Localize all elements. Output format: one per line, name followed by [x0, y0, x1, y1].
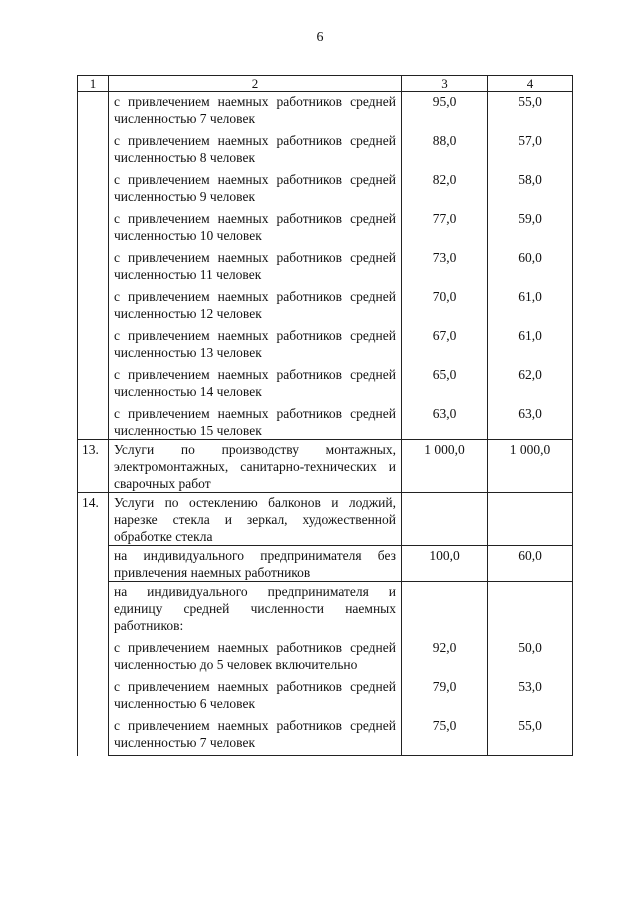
value-col-4: 60,0 — [488, 546, 573, 582]
table-row — [78, 638, 573, 677]
description-text: с привлечением наемных работников средней численностью 11 человек — [114, 250, 396, 282]
value-col-3: 65,0 — [402, 365, 488, 404]
value-col-4: 55,0 — [488, 716, 573, 756]
row-description — [109, 248, 402, 287]
value-col-3: 67,0 — [402, 326, 488, 365]
description-text: с привлечением наемных работников средней численностью 12 человек — [114, 289, 396, 321]
value-col-3: 77,0 — [402, 209, 488, 248]
description-text: с привлечением наемных работников средней численностью 10 человек — [114, 211, 396, 243]
value-col-4: 1 000,0 — [488, 440, 573, 493]
value-col-4: 50,0 — [488, 638, 573, 677]
row-description — [109, 326, 402, 365]
description-text: с привлечением наемных работников средней численностью 13 человек — [114, 328, 396, 360]
row-description — [109, 170, 402, 209]
value-col-4: 61,0 — [488, 326, 573, 365]
description-text: Услуги по остеклению балконов и лоджий, нарезке стекла и зеркал, художественной обработке стекла — [114, 495, 396, 544]
description-text: на индивидуального предпринимателя и единицу средней численности наемных работников: — [114, 584, 396, 633]
description-text: с привлечением наемных работников средней численностью 9 человек — [114, 172, 396, 204]
table-row-14b-intro — [78, 582, 573, 639]
row-description — [109, 716, 402, 756]
value-col-4: 61,0 — [488, 287, 573, 326]
table-row — [78, 716, 573, 756]
value-col-4: 57,0 — [488, 131, 573, 170]
row-number: 14. — [78, 493, 109, 756]
value-col-3: 63,0 — [402, 404, 488, 440]
value-col-3: 92,0 — [402, 638, 488, 677]
description-text: с привлечением наемных работников средней численностью 8 человек — [114, 133, 396, 165]
header-col-2: 2 — [109, 76, 402, 92]
value-col-3: 73,0 — [402, 248, 488, 287]
description-text: с привлечением наемных работников средней численностью 7 человек — [114, 718, 396, 750]
table-row — [78, 326, 573, 365]
row-description — [109, 92, 402, 132]
value-col-4: 59,0 — [488, 209, 573, 248]
value-col-3: 75,0 — [402, 716, 488, 756]
value-col-4: 58,0 — [488, 170, 573, 209]
value-col-4: 53,0 — [488, 677, 573, 716]
row-number: 13. — [78, 440, 109, 493]
page-number: 6 — [316, 30, 324, 45]
row-description — [109, 365, 402, 404]
header-col-4: 4 — [488, 76, 573, 92]
row-description — [109, 582, 402, 639]
table-row — [78, 365, 573, 404]
value-col-4: 55,0 — [488, 92, 573, 132]
table-row — [78, 677, 573, 716]
table-row-13 — [78, 440, 573, 493]
value-col-3: 100,0 — [402, 546, 488, 582]
row-description — [109, 677, 402, 716]
table-row — [78, 248, 573, 287]
value-col-3: 1 000,0 — [402, 440, 488, 493]
table-row-14a — [78, 546, 573, 582]
description-text: Услуги по производству монтажных, электромонтажных, санитарно-технических и сварочных работ — [114, 442, 396, 491]
table-row — [78, 170, 573, 209]
row-description — [109, 404, 402, 440]
row-description — [109, 440, 402, 493]
description-text: с привлечением наемных работников средней численностью до 5 человек включительно — [114, 640, 396, 672]
empty-cell — [488, 582, 573, 639]
description-text: с привлечением наемных работников средней численностью 6 человек — [114, 679, 396, 711]
tariff-table — [77, 75, 573, 756]
table-row — [78, 404, 573, 440]
empty-cell — [402, 582, 488, 639]
table-row — [78, 287, 573, 326]
row-description — [109, 493, 402, 546]
table-row — [78, 209, 573, 248]
empty-cell — [488, 493, 573, 546]
table-row — [78, 92, 573, 132]
value-col-3: 70,0 — [402, 287, 488, 326]
row-description — [109, 131, 402, 170]
value-col-4: 63,0 — [488, 404, 573, 440]
value-col-3: 79,0 — [402, 677, 488, 716]
header-col-3: 3 — [402, 76, 488, 92]
value-col-4: 62,0 — [488, 365, 573, 404]
row-number-cell — [78, 92, 109, 440]
row-description — [109, 546, 402, 582]
description-text: с привлечением наемных работников средней численностью 7 человек — [114, 94, 396, 126]
table-row — [78, 131, 573, 170]
value-col-4: 60,0 — [488, 248, 573, 287]
header-col-1: 1 — [78, 76, 109, 92]
table-row-14 — [78, 493, 573, 546]
value-col-3: 88,0 — [402, 131, 488, 170]
row-description — [109, 209, 402, 248]
description-text: с привлечением наемных работников средней численностью 14 человек — [114, 367, 396, 399]
description-text: с привлечением наемных работников средней численностью 15 человек — [114, 406, 396, 438]
row-description — [109, 287, 402, 326]
description-text: на индивидуального предпринимателя без привлечения наемных работников — [114, 548, 396, 580]
row-description — [109, 638, 402, 677]
empty-cell — [402, 493, 488, 546]
value-col-3: 95,0 — [402, 92, 488, 132]
table-header-row — [78, 76, 573, 92]
value-col-3: 82,0 — [402, 170, 488, 209]
